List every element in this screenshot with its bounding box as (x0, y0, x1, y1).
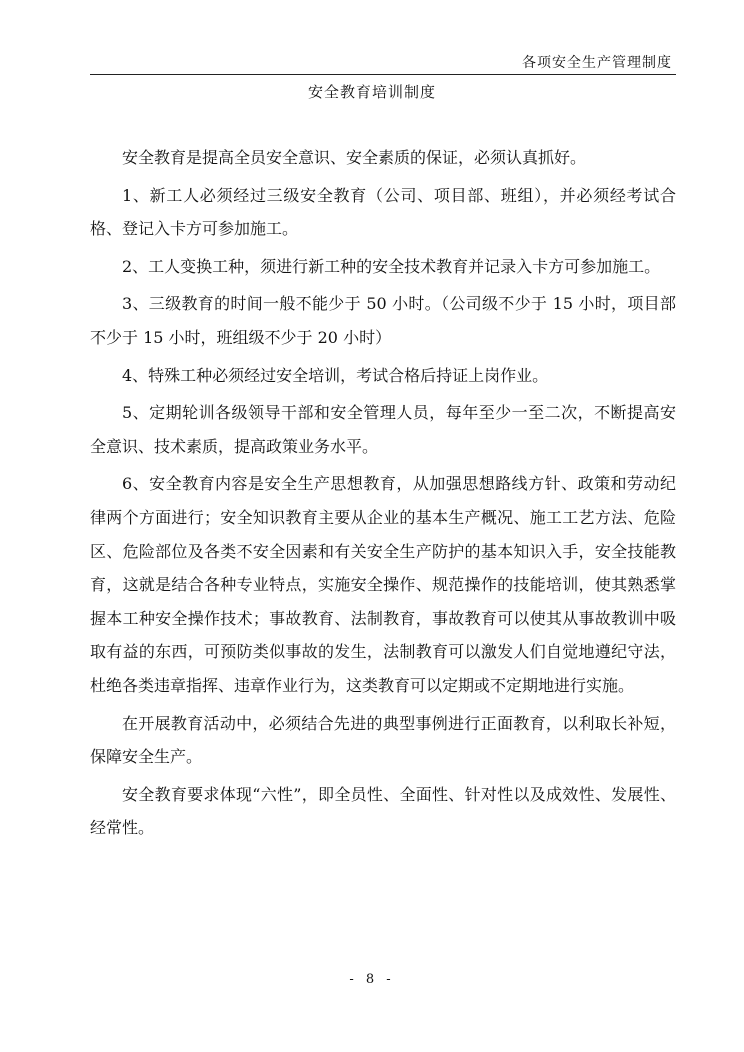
page-header (90, 50, 676, 75)
paragraph-intro: 安全教育是提高全员安全意识、安全素质的保证，必须认真抓好。 (122, 148, 587, 167)
page-number: - 8 - (349, 972, 395, 987)
document-title: 安全教育培训制度 (307, 83, 436, 101)
document-body (90, 141, 676, 849)
header-text: 各项安全生产管理制度 (522, 55, 672, 71)
paragraph-item-2: 2、工人变换工种，须进行新工种的安全技术教育并记录入卡方可参加施工。 (122, 256, 661, 276)
paragraph-item-6: 6、安全教育内容是安全生产思想教育，从加强思想路线方针、政策和劳动纪律两个方面进行；安全知识教育主要从企业的基本生产概况、施工工艺方法、危险区、危险部位及各类不安全因素和有关安全生产防护的基本知识入手，安全技能教育，这就是结合各种专业特点，实施安全操作、规范操作的技能培训，使其熟悉掌握本工种安全操作技术；事故教育、法制教育，事故教育可以使其从事故教训中吸取有益的东西，可预防类似事故的发生，法制教育可以激发人们自觉地遵纪守法，杜绝各类违章指挥、违章作业行为，这类教育可以定期或不定期地进行实施。 (90, 474, 676, 695)
paragraph-requirements: 安全教育要求体现“六性”，即全员性、全面性、针对性以及成效性、发展性、经常性。 (90, 784, 676, 838)
paragraph-item-5: 5、定期轮训各级领导干部和安全管理人员，每年至少一至二次，不断提高安全意识、技术素质，提高政策业务水平。 (90, 403, 676, 456)
paragraph-item-1: 1、新工人必须经过三级安全教育（公司、项目部、班组），并必须经考试合格、登记入卡方可参加施工。 (90, 185, 676, 239)
paragraph-item-4: 4、特殊工种必须经过安全培训，考试合格后持证上岗作业。 (122, 365, 549, 385)
paragraph-item-3: 3、三级教育的时间一般不能少于 50 小时。（公司级不少于 15 小时，项目部不少于 15 小时，班组级不少于 20 小时） (90, 294, 676, 347)
paragraph-activities: 在开展教育活动中，必须结合先进的典型事例进行正面教育，以利取长补短，保障安全生产。 (90, 713, 676, 767)
